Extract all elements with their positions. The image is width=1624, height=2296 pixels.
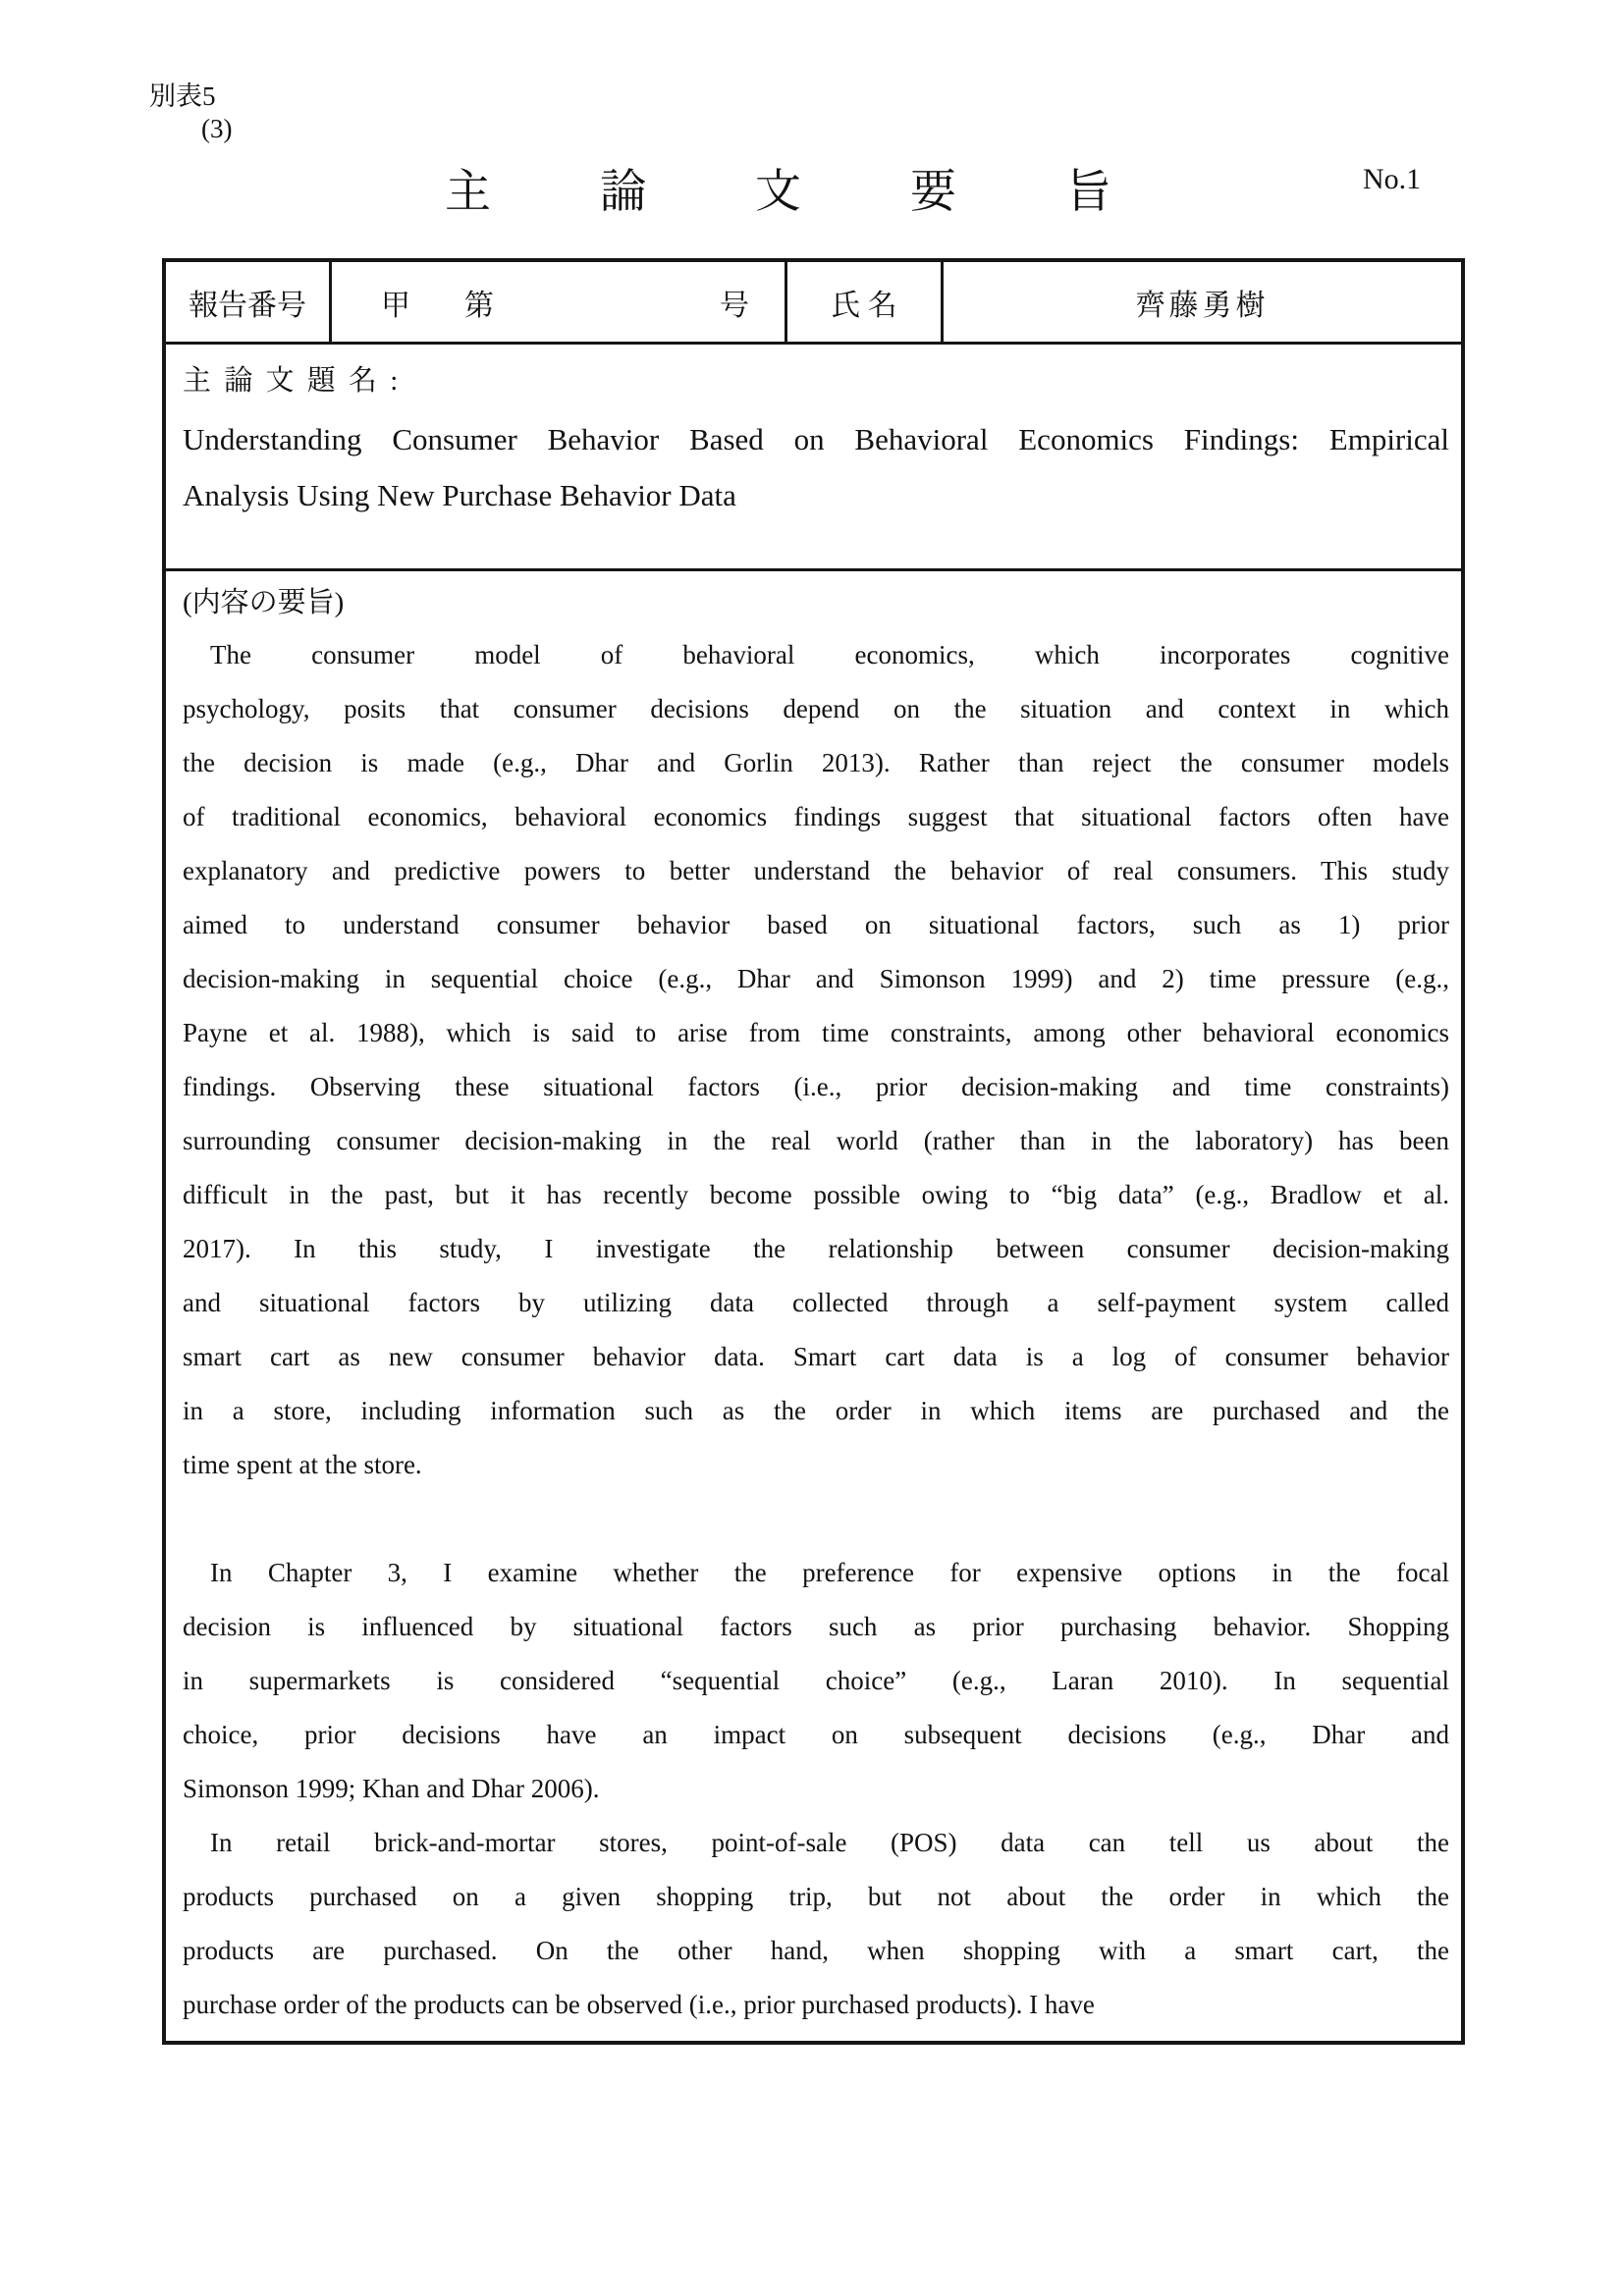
abstract-line: in a store, including information such as the order in which items are purchased and the bbox=[183, 1396, 1449, 1425]
abstract-line: difficult in the past, but it has recently become possible owing to “big data” (e.g., Bradlow et al. bbox=[183, 1180, 1449, 1209]
abstract-line: aimed to understand consumer behavior based on situational factors, such as 1) prior bbox=[183, 910, 1449, 939]
abstract-line: surrounding consumer decision-making in the real world (rather than in the laboratory) has been bbox=[183, 1126, 1449, 1155]
abstract-line: products are purchased. On the other hand, when shopping with a smart cart, the bbox=[183, 1936, 1449, 1965]
report-number-suffix: 号 bbox=[720, 289, 749, 322]
abstract-line: explanatory and predictive powers to better understand the behavior of real consumers. This study bbox=[183, 856, 1449, 885]
abstract-text bbox=[183, 628, 1449, 2032]
report-number-value bbox=[332, 262, 787, 342]
abstract-heading: (内容の要旨) bbox=[183, 587, 345, 618]
abstract-line: psychology, posits that consumer decisions depend on the situation and context in which bbox=[183, 694, 1449, 723]
form-sub-number-label: (3) bbox=[201, 114, 233, 143]
abstract-line: findings. Observing these situational factors (i.e., prior decision-making and time constraints) bbox=[183, 1072, 1449, 1101]
form-number-label: 別表5 bbox=[149, 81, 216, 111]
abstract-line: and situational factors by utilizing data collected through a self-payment system called bbox=[183, 1288, 1449, 1317]
thesis-title-line: Analysis Using New Purchase Behavior Data bbox=[183, 478, 736, 512]
abstract-line: decision is influenced by situational factors such as prior purchasing behavior. Shopping bbox=[183, 1612, 1449, 1641]
abstract-line: In retail brick-and-mortar stores, point-of-sale (POS) data can tell us about the bbox=[210, 1828, 1449, 1857]
thesis-title-line: Understanding Consumer Behavior Based on Behavioral Economics Findings: Empirical bbox=[183, 422, 1449, 456]
thesis-title-text bbox=[183, 411, 1449, 523]
abstract-line: in supermarkets is considered “sequential choice” (e.g., Laran 2010). In sequential bbox=[183, 1666, 1449, 1695]
report-header-row bbox=[166, 262, 1461, 345]
abstract-line: smart cart as new consumer behavior data. Smart cart data is a log of consumer behavior bbox=[183, 1342, 1449, 1371]
abstract-line: Payne et al. 1988), which is said to arise from time constraints, among other behavioral economics bbox=[183, 1018, 1449, 1047]
thesis-title-row bbox=[166, 345, 1461, 571]
abstract-line: of traditional economics, behavioral economics findings suggest that situational factors often have bbox=[183, 802, 1449, 831]
page-number: No.1 bbox=[1363, 163, 1422, 195]
abstract-line: The consumer model of behavioral economics, which incorporates cognitive bbox=[210, 640, 1449, 669]
name-label: 氏 名 bbox=[787, 262, 944, 342]
abstract-line: choice, prior decisions have an impact on subsequent decisions (e.g., Dhar and bbox=[183, 1720, 1449, 1749]
abstract-line: Simonson 1999; Khan and Dhar 2006). bbox=[183, 1774, 600, 1803]
abstract-line: In Chapter 3, I examine whether the preference for expensive options in the focal bbox=[210, 1558, 1449, 1587]
report-number-prefix: 第 bbox=[464, 289, 494, 322]
report-number-type: 甲 bbox=[381, 289, 410, 322]
abstract-line: time spent at the store. bbox=[183, 1450, 422, 1479]
thesis-title-label: 主 論 文 題 名 : bbox=[183, 365, 402, 397]
abstract-line: the decision is made (e.g., Dhar and Gorlin 2013). Rather than reject the consumer models bbox=[183, 748, 1449, 777]
page-title: 主論文要旨 bbox=[445, 167, 1220, 218]
abstract-line: products purchased on a given shopping trip, but not about the order in which the bbox=[183, 1882, 1449, 1911]
report-number-label: 報告番号 bbox=[166, 262, 332, 342]
abstract-body-row bbox=[166, 571, 1461, 2041]
author-name: 齊藤勇樹 bbox=[1135, 289, 1270, 322]
abstract-line: 2017). In this study, I investigate the relationship between consumer decision-making bbox=[183, 1234, 1449, 1263]
abstract-line: decision-making in sequential choice (e.g., Dhar and Simonson 1999) and 2) time pressure (e.g., bbox=[183, 964, 1449, 993]
abstract-form-table bbox=[162, 258, 1465, 2045]
abstract-line: purchase order of the products can be observed (i.e., prior purchased products). I have bbox=[183, 1990, 1095, 2019]
